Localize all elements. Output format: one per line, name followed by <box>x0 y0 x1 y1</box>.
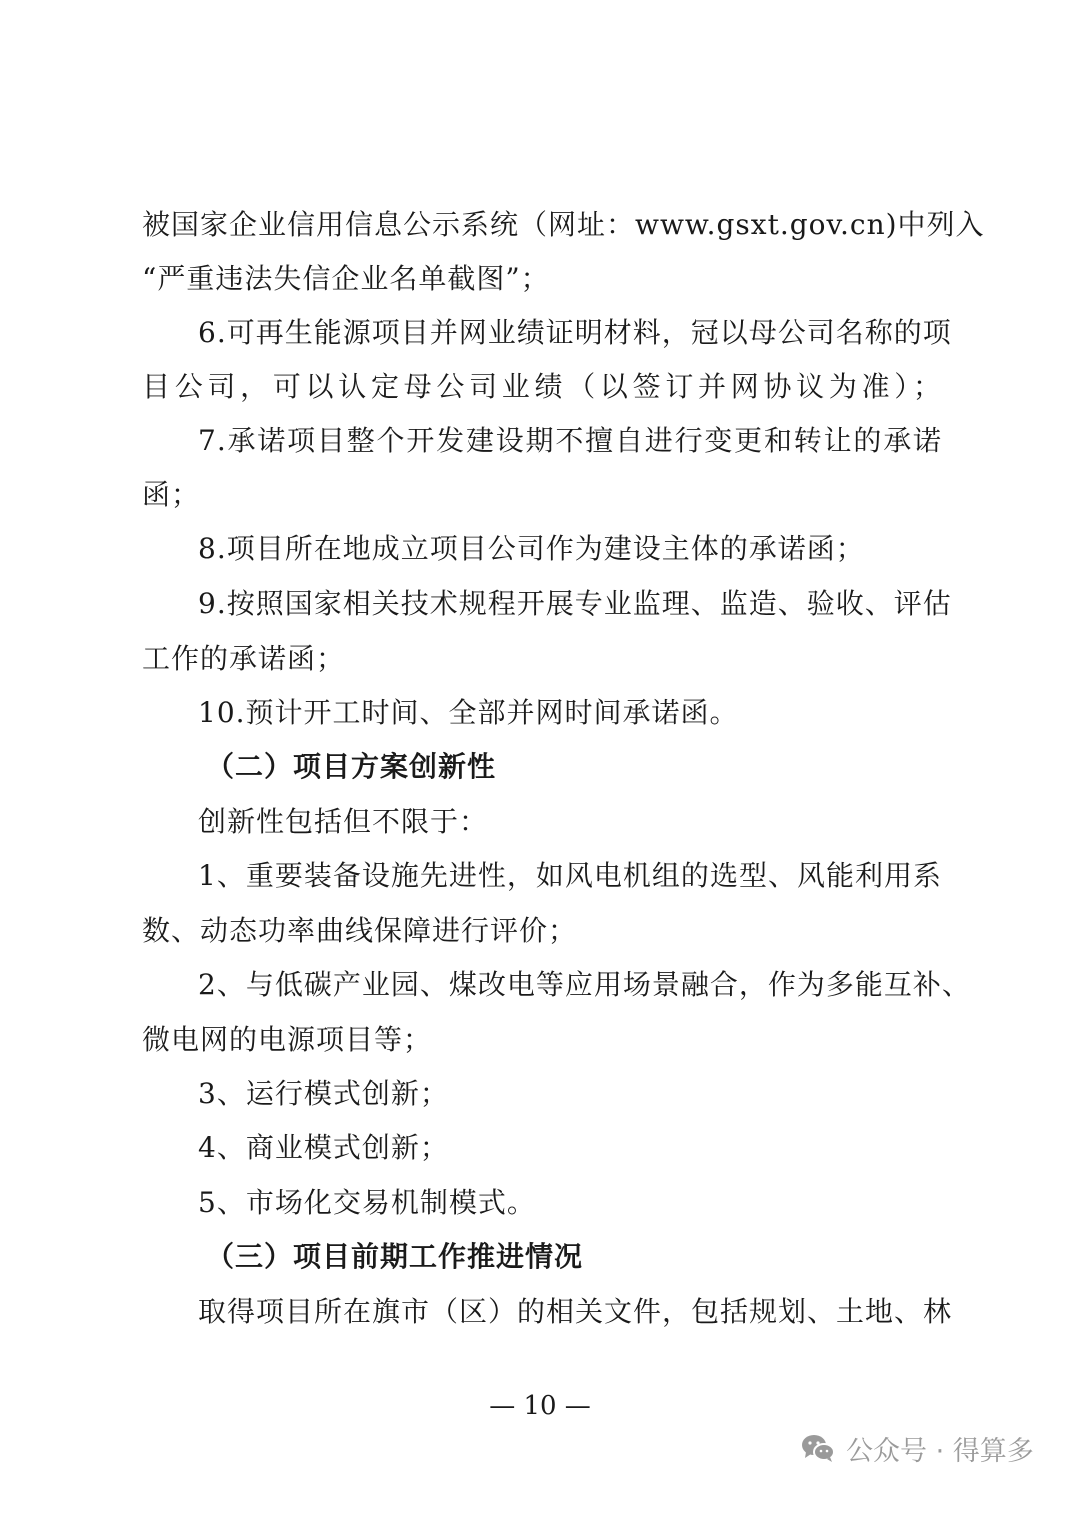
body-line: 4、商业模式创新； <box>198 1131 449 1164</box>
wechat-icon <box>800 1432 836 1464</box>
body-line: 6.可再生能源项目并网业绩证明材料，冠以母公司名称的项 <box>198 316 952 349</box>
body-line: 3、运行模式创新； <box>198 1077 449 1110</box>
watermark <box>800 1428 1034 1468</box>
body-line: 7.承诺项目整个开发建设期不擅自进行变更和转让的承诺 <box>198 424 942 457</box>
body-line: 函； <box>142 478 201 511</box>
body-line: 目公司，可以认定母公司业绩（以签订并网协议为准）； <box>142 370 942 403</box>
body-line: 创新性包括但不限于： <box>198 805 489 838</box>
body-line: 5、市场化交易机制模式。 <box>198 1186 536 1219</box>
section-heading: （三）项目前期工作推进情况 <box>206 1240 584 1273</box>
body-line: 2、与低碳产业园、煤改电等应用场景融合，作为多能互补、 <box>198 968 971 1001</box>
section-heading: （二）项目方案创新性 <box>206 750 497 783</box>
body-line: 数、动态功率曲线保障进行评价； <box>142 914 578 947</box>
body-line: 工作的承诺函； <box>142 642 346 675</box>
body-line: 9.按照国家相关技术规程开展专业监理、监造、验收、评估 <box>198 587 952 620</box>
body-line: 1、重要装备设施先进性，如风电机组的选型、风能利用系 <box>198 859 942 892</box>
body-line: 8.项目所在地成立项目公司作为建设主体的承诺函； <box>198 532 865 565</box>
body-line: 微电网的电源项目等； <box>142 1023 433 1056</box>
body-line: 被国家企业信用信息公示系统（网址：www.gsxt.gov.cn)中列入 <box>142 208 985 241</box>
body-line: 取得项目所在旗市（区）的相关文件，包括规划、土地、林 <box>198 1295 953 1328</box>
watermark-text: 公众号 · 得算多 <box>846 1435 1034 1467</box>
body-line: 10.预计开工时间、全部并网时间承诺函。 <box>198 696 739 729</box>
page-number: — 10 — <box>489 1391 591 1421</box>
body-line: “严重违法失信企业名单截图”； <box>142 262 550 295</box>
